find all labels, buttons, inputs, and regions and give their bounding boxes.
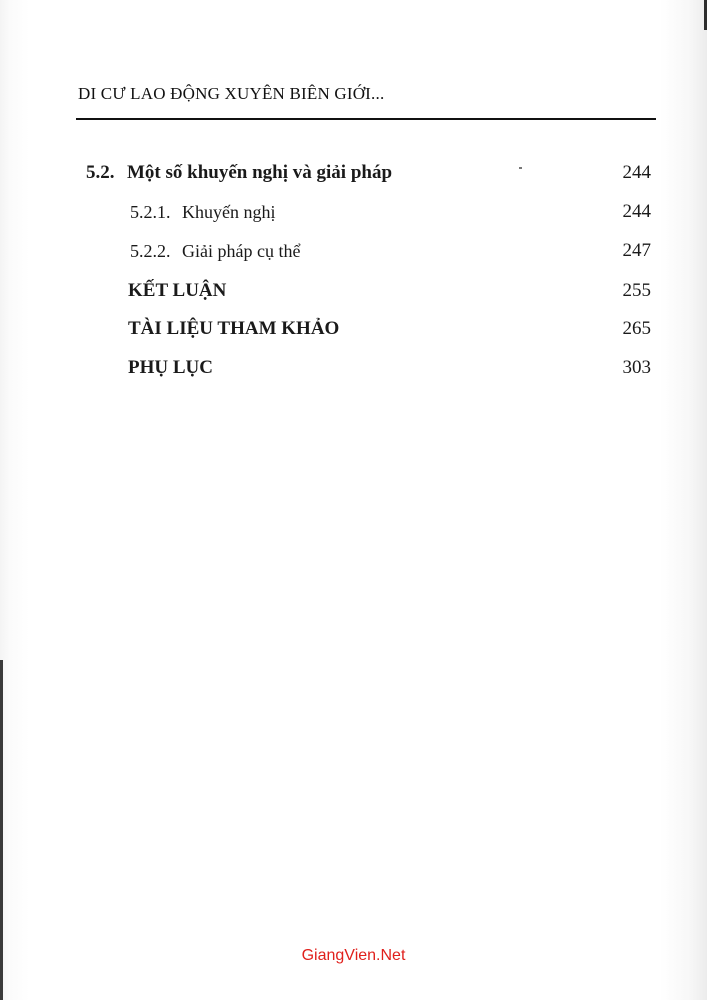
print-speck [519,167,522,169]
running-header: DI CƯ LAO ĐỘNG XUYÊN BIÊN GIỚI... [78,84,385,103]
toc-entry-title: PHỤ LỤC [128,357,213,378]
header-rule [76,118,656,120]
toc-entry-page-number: 244 [622,201,651,222]
toc-entry-title: Giải pháp cụ thể [182,241,301,261]
toc-entry-number: 5.2.1. [130,202,171,222]
toc-entry-page-number: 303 [622,357,651,378]
toc-entry-page-number: 247 [622,240,651,261]
toc-entry-5-2-2[interactable] [0,236,707,266]
toc-entry-page-number: 255 [622,280,651,301]
toc-entry-phu-luc[interactable] [0,353,707,383]
toc-entry-5-2-1[interactable] [0,197,707,227]
toc-entry-page-number: 244 [622,162,651,183]
toc-entry-number: 5.2. [86,162,115,183]
toc-entry-title: KẾT LUẬN [128,280,227,301]
toc-entry-page-number: 265 [622,318,651,339]
toc-entry-title: TÀI LIỆU THAM KHẢO [128,318,340,339]
toc-entry-ket-luan[interactable] [0,276,707,306]
toc-entry-tai-lieu-tham-khao[interactable] [0,314,707,344]
toc-entry-5-2[interactable] [0,158,707,188]
watermark: GiangVien.Net [301,947,406,964]
toc-entry-title: Khuyến nghị [182,202,276,222]
toc-entry-title: Một số khuyến nghị và giải pháp [127,162,393,183]
toc-entry-number: 5.2.2. [130,241,171,261]
